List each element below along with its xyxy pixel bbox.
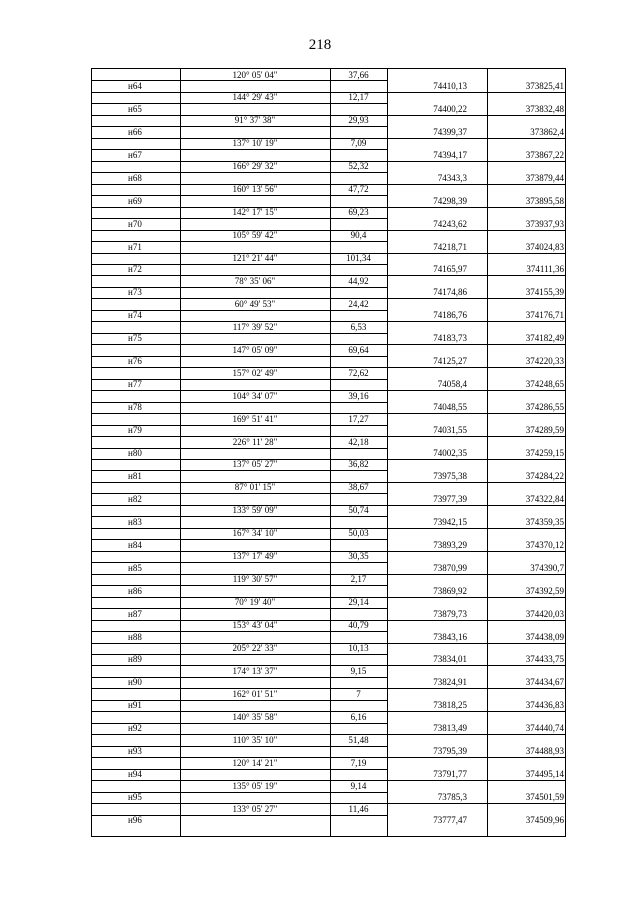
direction-angle: 153° 43' 04" bbox=[232, 620, 278, 631]
x-coordinate: 74394,17 bbox=[433, 149, 467, 160]
point-id: н66 bbox=[128, 126, 142, 137]
direction-angle: 105° 59' 42" bbox=[232, 230, 278, 241]
segment-length: 7,09 bbox=[350, 138, 367, 149]
y-coordinate: 373937,93 bbox=[525, 218, 564, 229]
direction-angle: 78° 35' 06" bbox=[234, 275, 276, 286]
segment-length: 7,19 bbox=[350, 757, 367, 768]
point-id: н78 bbox=[128, 402, 142, 413]
direction-angle: 104° 34' 07" bbox=[232, 390, 278, 401]
point-id: н68 bbox=[128, 172, 142, 183]
x-coordinate: 74002,35 bbox=[433, 448, 467, 458]
segment-length: 7 bbox=[356, 688, 361, 699]
direction-angle: 167° 34' 10" bbox=[232, 528, 278, 539]
segment-length: 24,42 bbox=[348, 298, 369, 309]
point-id: н69 bbox=[128, 195, 142, 206]
page-number: 218 bbox=[308, 37, 332, 53]
x-coordinate: 73824,91 bbox=[433, 677, 467, 688]
y-coordinate: 373825,41 bbox=[525, 80, 564, 91]
x-coordinate: 74410,13 bbox=[433, 80, 467, 91]
direction-angle: 160° 13' 56" bbox=[232, 184, 278, 195]
point-id: н90 bbox=[128, 677, 142, 688]
x-coordinate: 73785,3 bbox=[437, 792, 467, 803]
y-coordinate: 373832,48 bbox=[525, 103, 564, 114]
y-coordinate: 373879,44 bbox=[525, 172, 564, 183]
segment-length: 101,34 bbox=[346, 253, 371, 264]
x-coordinate: 73893,29 bbox=[433, 539, 467, 550]
direction-angle: 133° 05' 27" bbox=[232, 803, 278, 814]
direction-angle: 137° 17' 49" bbox=[232, 551, 278, 562]
x-coordinate: 73942,15 bbox=[433, 516, 467, 527]
segment-length: 9,15 bbox=[350, 665, 367, 676]
x-coordinate: 73870,99 bbox=[433, 562, 467, 573]
y-coordinate: 374370,12 bbox=[525, 539, 564, 550]
segment-length: 29,14 bbox=[348, 597, 369, 608]
y-coordinate: 373867,22 bbox=[525, 149, 564, 160]
y-coordinate: 374182,49 bbox=[525, 333, 564, 344]
y-coordinate: 373895,58 bbox=[525, 195, 564, 206]
y-coordinate: 374390,7 bbox=[530, 562, 564, 573]
direction-angle: 144° 29' 43" bbox=[232, 92, 278, 103]
y-coordinate: 374220,33 bbox=[525, 356, 564, 367]
segment-length: 50,03 bbox=[348, 528, 369, 539]
segment-length: 29,93 bbox=[348, 115, 369, 126]
x-coordinate: 73818,25 bbox=[433, 700, 467, 711]
y-coordinate: 374438,09 bbox=[525, 631, 564, 642]
segment-length: 2,17 bbox=[350, 574, 367, 585]
point-id: н80 bbox=[128, 448, 142, 458]
x-coordinate: 74183,73 bbox=[433, 333, 467, 344]
segment-length: 44,92 bbox=[348, 275, 369, 286]
x-coordinate: 73777,47 bbox=[433, 815, 467, 826]
x-coordinate: 74058,4 bbox=[437, 379, 467, 390]
segment-length: 39,16 bbox=[348, 390, 369, 401]
y-coordinate: 374284,22 bbox=[525, 470, 564, 481]
point-id: н87 bbox=[128, 608, 142, 619]
x-coordinate: 73879,73 bbox=[433, 608, 467, 619]
x-coordinate: 73813,49 bbox=[433, 723, 467, 734]
segment-length: 9,14 bbox=[350, 780, 367, 791]
point-id: н79 bbox=[128, 425, 142, 436]
point-id: н95 bbox=[128, 792, 142, 803]
x-coordinate: 74186,76 bbox=[433, 310, 467, 321]
point-id: н76 bbox=[128, 356, 142, 367]
segment-length: 37,66 bbox=[348, 69, 369, 80]
direction-angle: 137° 10' 19" bbox=[232, 138, 278, 149]
x-coordinate: 73843,16 bbox=[433, 631, 467, 642]
point-id: н70 bbox=[128, 218, 142, 229]
x-coordinate: 74125,27 bbox=[433, 356, 467, 367]
direction-angle: 120° 14' 21" bbox=[232, 757, 278, 768]
direction-angle: 119° 30' 57" bbox=[232, 574, 278, 585]
direction-angle: 157° 02' 49" bbox=[232, 367, 278, 378]
y-coordinate: 374392,59 bbox=[525, 585, 564, 596]
y-coordinate: 374289,59 bbox=[525, 425, 564, 436]
x-coordinate: 74174,86 bbox=[433, 287, 467, 298]
y-coordinate: 374434,67 bbox=[525, 677, 564, 688]
y-coordinate: 373862,4 bbox=[530, 126, 564, 137]
x-coordinate: 74165,97 bbox=[433, 264, 467, 275]
x-coordinate: 73977,39 bbox=[433, 493, 467, 504]
point-id: н75 bbox=[128, 333, 142, 344]
direction-angle: 226° 11' 28" bbox=[232, 436, 278, 447]
point-id: н84 bbox=[128, 539, 142, 550]
y-coordinate: 374359,35 bbox=[525, 516, 564, 527]
x-coordinate: 73869,92 bbox=[433, 585, 467, 596]
x-coordinate: 74218,71 bbox=[433, 241, 467, 252]
boundary-coordinates-table bbox=[91, 68, 566, 837]
point-id: н67 bbox=[128, 149, 142, 160]
segment-length: 17,27 bbox=[348, 413, 369, 424]
point-id: н91 bbox=[128, 700, 142, 711]
y-coordinate: 374488,93 bbox=[525, 746, 564, 757]
segment-length: 50,74 bbox=[348, 505, 369, 516]
direction-angle: 174° 13' 37" bbox=[232, 665, 278, 676]
direction-angle: 142° 17' 15" bbox=[232, 207, 278, 218]
point-id: н71 bbox=[128, 241, 142, 252]
x-coordinate: 74400,22 bbox=[433, 103, 467, 114]
x-coordinate: 74243,62 bbox=[433, 218, 467, 229]
direction-angle: 147° 05' 09" bbox=[232, 344, 278, 355]
point-id: н92 bbox=[128, 723, 142, 734]
direction-angle: 121° 21' 44" bbox=[232, 253, 278, 264]
segment-length: 90,4 bbox=[350, 230, 367, 241]
direction-angle: 110° 35' 10" bbox=[232, 734, 278, 745]
x-coordinate: 74343,3 bbox=[437, 172, 467, 183]
y-coordinate: 374420,03 bbox=[525, 608, 564, 619]
point-id: н93 bbox=[128, 746, 142, 757]
segment-length: 51,48 bbox=[348, 734, 369, 745]
y-coordinate: 374433,75 bbox=[525, 654, 564, 665]
point-id: н96 bbox=[128, 815, 142, 826]
segment-length: 38,67 bbox=[348, 482, 369, 493]
x-coordinate: 73834,01 bbox=[433, 654, 467, 665]
point-id: н64 bbox=[128, 80, 142, 91]
point-id: н77 bbox=[128, 379, 142, 390]
x-coordinate: 73795,39 bbox=[433, 746, 467, 757]
segment-length: 12,17 bbox=[348, 92, 369, 103]
point-id: н85 bbox=[128, 562, 142, 573]
direction-angle: 120° 05' 04" bbox=[232, 69, 278, 80]
direction-angle: 166° 29' 32" bbox=[232, 161, 278, 172]
segment-length: 69,64 bbox=[348, 344, 369, 355]
segment-length: 47,72 bbox=[348, 184, 369, 195]
segment-length: 6,53 bbox=[350, 321, 367, 332]
segment-length: 36,82 bbox=[348, 459, 369, 470]
point-id: н89 bbox=[128, 654, 142, 665]
point-id: н81 bbox=[128, 470, 142, 481]
point-id: н86 bbox=[128, 585, 142, 596]
point-id: н74 bbox=[128, 310, 142, 321]
y-coordinate: 374259,15 bbox=[525, 448, 564, 458]
direction-angle: 117° 39' 52" bbox=[232, 321, 278, 332]
y-coordinate: 374501,59 bbox=[525, 792, 564, 803]
x-coordinate: 74399,37 bbox=[433, 126, 467, 137]
y-coordinate: 374286,55 bbox=[525, 402, 564, 413]
direction-angle: 140° 35' 58" bbox=[232, 711, 278, 722]
direction-angle: 60° 49' 53" bbox=[234, 298, 276, 309]
segment-length: 6,16 bbox=[350, 711, 367, 722]
segment-length: 11,46 bbox=[348, 803, 369, 814]
direction-angle: 162° 01' 51" bbox=[232, 688, 278, 699]
segment-length: 42,18 bbox=[348, 436, 369, 447]
direction-angle: 169° 51' 41" bbox=[232, 413, 278, 424]
x-coordinate: 74031,55 bbox=[433, 425, 467, 436]
direction-angle: 137° 05' 27" bbox=[232, 459, 278, 470]
segment-length: 69,23 bbox=[348, 207, 369, 218]
x-coordinate: 73791,77 bbox=[433, 769, 467, 780]
point-id: н83 bbox=[128, 516, 142, 527]
point-id: н94 bbox=[128, 769, 142, 780]
y-coordinate: 374322,84 bbox=[525, 493, 564, 504]
point-id: н65 bbox=[128, 103, 142, 114]
point-id: н82 bbox=[128, 493, 142, 504]
y-coordinate: 374436,83 bbox=[525, 700, 564, 711]
point-id: н73 bbox=[128, 287, 142, 298]
direction-angle: 91° 37' 38" bbox=[234, 115, 276, 126]
y-coordinate: 374155,39 bbox=[525, 287, 564, 298]
segment-length: 10,13 bbox=[348, 643, 369, 653]
point-id: н72 bbox=[128, 264, 142, 275]
x-coordinate: 74048,55 bbox=[433, 402, 467, 413]
y-coordinate: 374495,14 bbox=[525, 769, 564, 780]
y-coordinate: 374111,36 bbox=[526, 264, 564, 275]
y-coordinate: 374176,71 bbox=[525, 310, 564, 321]
segment-length: 40,79 bbox=[348, 620, 369, 631]
segment-length: 30,35 bbox=[348, 551, 369, 562]
y-coordinate: 374024,83 bbox=[525, 241, 564, 252]
y-coordinate: 374440,74 bbox=[525, 723, 564, 734]
direction-angle: 133° 59' 09" bbox=[232, 505, 278, 516]
direction-angle: 87° 01' 15" bbox=[234, 482, 276, 493]
direction-angle: 205° 22' 33" bbox=[232, 643, 278, 653]
y-coordinate: 374509,96 bbox=[525, 815, 564, 826]
direction-angle: 70° 19' 40" bbox=[234, 597, 276, 608]
direction-angle: 135° 05' 19" bbox=[232, 780, 278, 791]
x-coordinate: 73975,38 bbox=[433, 470, 467, 481]
x-coordinate: 74298,39 bbox=[433, 195, 467, 206]
segment-length: 52,32 bbox=[348, 161, 369, 172]
y-coordinate: 374248,65 bbox=[525, 379, 564, 390]
segment-length: 72,62 bbox=[348, 367, 369, 378]
point-id: н88 bbox=[128, 631, 142, 642]
